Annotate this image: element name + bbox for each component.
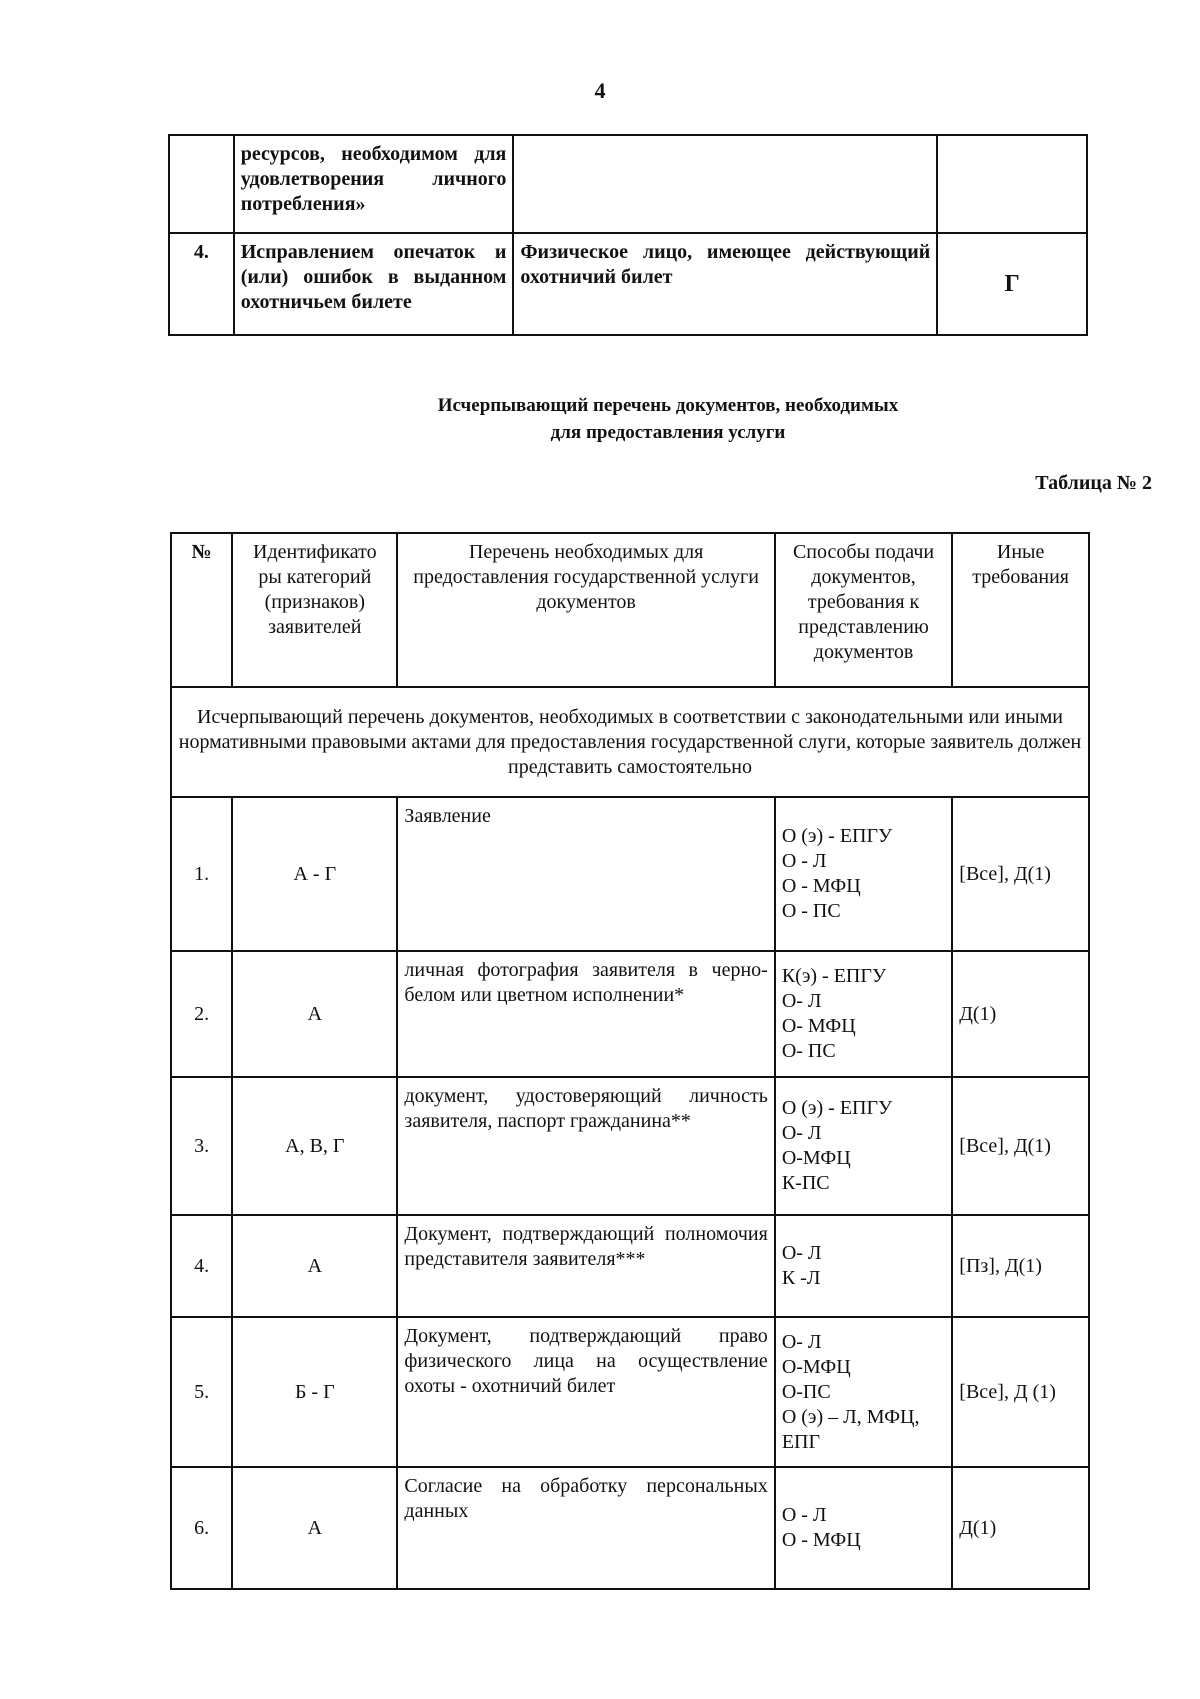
section-title [0,392,1200,446]
row-number: 5. [171,1317,232,1467]
submission-way: О (э) - ЕПГУ [781,825,893,847]
submission-way: О- Л [781,990,822,1012]
row-number: 6. [171,1467,232,1589]
row-submission-ways [775,1077,952,1215]
row-requirements: Д(1) [952,951,1089,1077]
table-row [169,135,1087,233]
row-applicant: Физическое лицо, имеющее действующий охотничий билет [513,233,937,335]
submission-way: О - Л [781,1504,827,1526]
row-document: Согласие на обработку персональных данных [397,1467,774,1589]
submission-way: О- ПС [781,1040,836,1062]
row-submission-ways [775,1215,952,1317]
table-label: Таблица № 2 [1035,472,1152,494]
header-other-requirements: Иные требования [952,533,1089,687]
table-row [169,233,1087,335]
row-code: Г [937,233,1087,335]
page-number: 4 [594,78,606,103]
table-row [171,1077,1089,1215]
row-identifier: А - Г [232,797,397,951]
section-row-text: Исчерпывающий перечень документов, необходимых в соответствии с законодательными или иными нормативными правовыми актами для предоставления государственной слуги, которые заявитель должен представить самостоятельно [171,687,1089,797]
table-row [171,1317,1089,1467]
submission-way: О-МФЦ [781,1147,851,1169]
row-identifier: А, В, Г [232,1077,397,1215]
submission-way: О- Л [781,1242,822,1264]
row-requirements: [Все], Д(1) [952,797,1089,951]
row-requirements: [Все], Д (1) [952,1317,1089,1467]
row-code [937,135,1087,233]
table-row [171,797,1089,951]
row-identifier: А [232,1467,397,1589]
submission-way: О- Л [781,1330,822,1353]
submission-way: О - МФЦ [781,875,861,897]
header-submission-ways: Способы подачи документов, требования к представлению документов [775,533,952,687]
row-submission-ways [775,797,952,951]
row-applicant [513,135,937,233]
submission-way: О- МФЦ [781,1015,856,1037]
table-row [171,951,1089,1077]
row-document: Документ, подтверждающий полномочия представителя заявителя*** [397,1215,774,1317]
row-requirements: [Все], Д(1) [952,1077,1089,1215]
row-number [169,135,234,233]
row-submission-ways [775,1467,952,1589]
submission-way: О - Л [781,850,827,872]
documents-table [170,532,1090,1590]
section-title-line: Исчерпывающий перечень документов, необходимых [437,395,899,416]
table-row [171,1215,1089,1317]
row-number: 1. [171,797,232,951]
submission-way: О- Л [781,1122,822,1144]
submission-way: О (э) – Л, МФЦ, ЕПГ [781,1405,920,1453]
header-identifiers: Идентификато ры категорий (признаков) заявителей [232,533,397,687]
row-number: 4. [169,233,234,335]
row-identifier: А [232,1215,397,1317]
submission-way: О-ПС [781,1380,831,1403]
row-document: Документ, подтверждающий право физического лица на осуществление охоты - охотничий билет [397,1317,774,1467]
row-category: ресурсов, необходимом для удовлетворения личного потребления» [234,135,514,233]
row-document: документ, удостоверяющий личность заявителя, паспорт гражданина** [397,1077,774,1215]
row-document: личная фотография заявителя в черно-белом или цветном исполнении* [397,951,774,1077]
section-title-line: для предоставления услуги [550,422,786,443]
row-category: Исправлением опечаток и (или) ошибок в выданном охотничьем билете [234,233,514,335]
row-number: 2. [171,951,232,1077]
submission-way: О-МФЦ [781,1355,851,1378]
row-requirements: Д(1) [952,1467,1089,1589]
submission-way: К -Л [781,1267,821,1289]
row-identifier: А [232,951,397,1077]
table-row [171,1467,1089,1589]
row-requirements: [Пз], Д(1) [952,1215,1089,1317]
submission-way: К-ПС [781,1172,830,1194]
submission-way: К(э) - ЕПГУ [781,965,887,987]
submission-way: О (э) - ЕПГУ [781,1097,893,1119]
submission-way: О - МФЦ [781,1529,861,1551]
row-identifier: Б - Г [232,1317,397,1467]
row-document: Заявление [397,797,774,951]
header-document-list: Перечень необходимых для предоставления государственной услуги документов [397,533,774,687]
row-submission-ways [775,1317,952,1467]
row-submission-ways [775,951,952,1077]
submission-way: О - ПС [781,900,841,922]
header-number: № [171,533,232,687]
table-header-row [171,533,1089,687]
row-number: 3. [171,1077,232,1215]
top-continuation-table [168,134,1088,336]
row-number: 4. [171,1215,232,1317]
section-row [171,687,1089,797]
